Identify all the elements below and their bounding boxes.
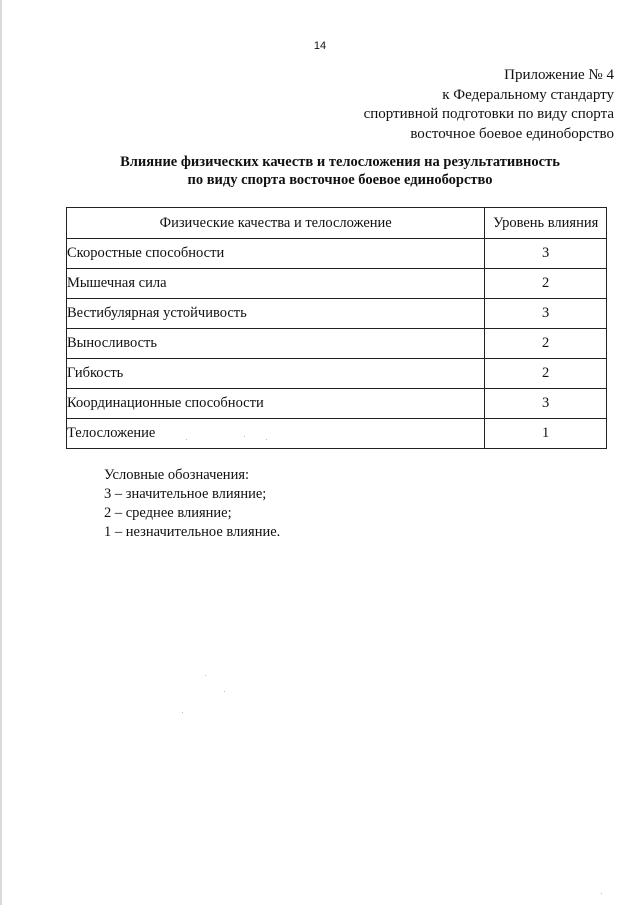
row-level: 3 — [485, 389, 607, 419]
table-row — [67, 329, 607, 359]
row-level: 3 — [485, 299, 607, 329]
header-level: Уровень влияния — [485, 208, 607, 239]
row-level: 3 — [485, 239, 607, 269]
table-header-row — [67, 208, 607, 239]
scan-speck — [601, 893, 602, 894]
row-level: 2 — [485, 359, 607, 389]
table-row — [67, 419, 607, 449]
row-quality: Телосложение — [67, 419, 485, 449]
appendix-line-4: восточное боевое единоборство — [410, 125, 614, 142]
row-level: 1 — [485, 419, 607, 449]
legend-heading: Условные обозначения: — [104, 467, 250, 483]
appendix-header — [364, 66, 614, 144]
title-line-2: по виду спорта восточное боевое единоборство — [187, 172, 493, 188]
appendix-line-2: к Федеральному стандарту — [442, 86, 614, 103]
scan-speck — [205, 675, 206, 676]
scan-speck — [182, 712, 183, 713]
row-level: 2 — [485, 329, 607, 359]
legend-item: 1 – незначительное влияние. — [104, 524, 281, 540]
scan-speck — [186, 439, 187, 440]
row-quality: Скоростные способности — [67, 239, 485, 269]
table-row — [67, 389, 607, 419]
scan-speck — [224, 691, 225, 692]
row-quality: Мышечная сила — [67, 269, 485, 299]
table-row — [67, 269, 607, 299]
title-line-1: Влияние физических качеств и телосложения на результативность — [120, 154, 560, 170]
row-quality: Координационные способности — [67, 389, 485, 419]
scan-edge — [0, 0, 2, 905]
table-row — [67, 299, 607, 329]
scan-speck — [244, 436, 245, 437]
legend — [104, 466, 280, 542]
row-level: 2 — [485, 269, 607, 299]
row-quality: Вестибулярная устойчивость — [67, 299, 485, 329]
header-quality: Физические качества и телосложение — [67, 208, 485, 239]
scan-speck — [266, 439, 267, 440]
legend-item: 3 – значительное влияние; — [104, 486, 267, 502]
appendix-line-3: спортивной подготовки по виду спорта — [363, 106, 614, 122]
appendix-line-1: Приложение № 4 — [504, 67, 614, 83]
table-row — [67, 239, 607, 269]
row-quality: Выносливость — [67, 329, 485, 359]
table-row — [67, 359, 607, 389]
row-quality: Гибкость — [67, 359, 485, 389]
document-title — [0, 153, 640, 189]
influence-table — [66, 207, 607, 449]
page-number: 14 — [313, 40, 327, 52]
legend-item: 2 – среднее влияние; — [104, 505, 232, 521]
